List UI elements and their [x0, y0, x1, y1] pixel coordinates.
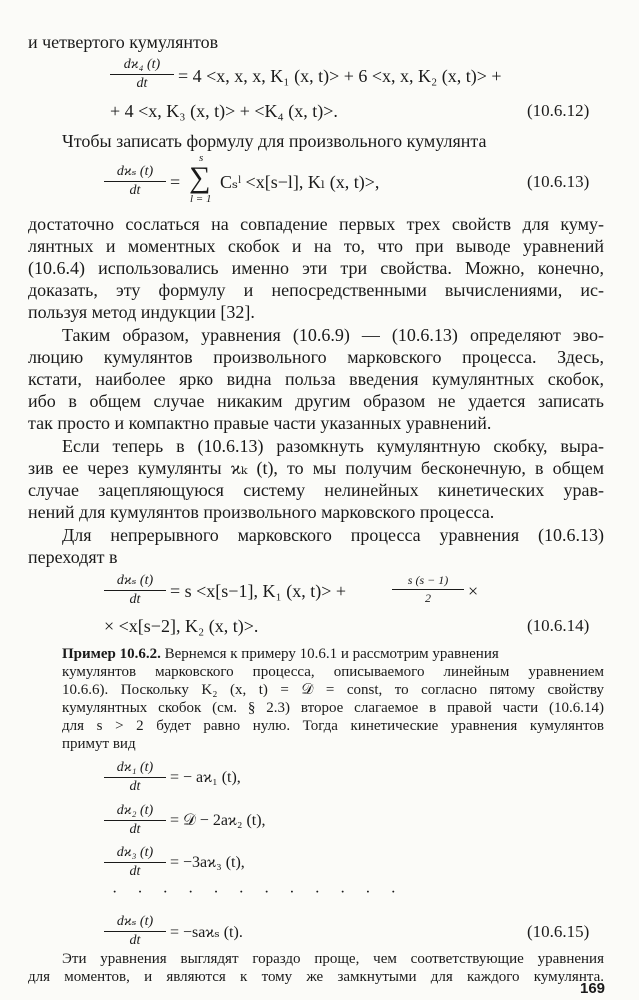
system-ellipsis: · · · · · · · · · · · · — [112, 884, 404, 901]
para2-line: так просто и компактно правые части указанных уравнений. — [28, 413, 492, 433]
example-label: Пример 10.6.2. — [62, 646, 161, 662]
example-line: примут вид — [62, 736, 136, 752]
example-line: Вернемся к примеру 10.6.1 и рассмотрим уравнения — [164, 646, 499, 662]
para1-line: (10.6.4) использовались именно эти три свойства. Можно, конечно, — [28, 258, 604, 278]
eq14-coef-denominator: 2 — [425, 591, 431, 605]
system-eq3-numerator: dϰ₃ (t) — [104, 845, 166, 863]
example-first-line — [62, 645, 604, 663]
para4-line: Для непрерывного марковского процесса уравнения (10.6.13) — [62, 525, 604, 545]
eq13-derivative — [104, 163, 166, 199]
system-eq4-numerator: dϰₛ (t) — [104, 913, 166, 932]
para2-line: люцию кумулянтов произвольного марковского процесса. Здесь, — [28, 347, 604, 367]
eq12-rhs-line2: + 4 <x, K₃ (x, t)> + <K₄ (x, t)>. — [110, 101, 338, 121]
example-line: кумулянтов марковского процесса, описываемого линейным уравнением — [62, 664, 604, 680]
para3-line: Если теперь в (10.6.13) разомкнуть кумулянтную скобку, выра- — [62, 436, 604, 456]
system-eq3-rhs: = −3aϰ₃ (t), — [170, 854, 245, 871]
para1-line: пользуя метод индукции [32]. — [28, 302, 255, 322]
system-eq2-numerator: dϰ₂ (t) — [104, 803, 166, 821]
para-arbitrary-cumulant: Чтобы записать формулу для произвольного кумулянта — [62, 131, 487, 151]
para4-line: переходят в — [28, 547, 118, 567]
system-eq3-denominator: dt — [129, 864, 141, 879]
intro-line: и четвертого кумулянтов — [28, 32, 219, 52]
system-eq4-denominator: dt — [129, 933, 141, 948]
eq13-numerator: dϰₛ (t) — [104, 163, 166, 182]
system-eq1-derivative — [104, 760, 166, 795]
eq14-coefficient — [392, 573, 464, 606]
system-eq1-denominator: dt — [129, 779, 141, 794]
system-eq4-rhs: = −saϰₛ (t). — [170, 924, 243, 941]
para1-line: доказать, эту формулу и непосредственными вычислениями, ис- — [28, 280, 604, 300]
para2-line: кстати, наиболее ярко видна польза введения кумулянтных скобок, — [28, 369, 604, 389]
eq12-denominator: dt — [136, 76, 148, 91]
eq14-coef-numerator: s (s − 1) — [392, 573, 464, 590]
page-number: 169 — [580, 980, 606, 997]
eq13-sum-sign: ∑ — [189, 161, 211, 194]
eq14-denominator: dt — [129, 592, 141, 607]
para3-line: нений для кумулянтов произвольного марковского процесса. — [28, 502, 495, 522]
para1-line: лянтных и моментных скобок и на то, что при выводе уравнений — [28, 236, 604, 256]
eq14-number: (10.6.14) — [527, 616, 590, 635]
eq12-number: (10.6.12) — [527, 101, 590, 120]
system-eq3-derivative — [104, 845, 166, 880]
eq14-rhs-line2: × <x[s−2], K₂ (x, t)>. — [104, 616, 259, 636]
eq13-rhs: Cₛˡ <x[s−l], Kₗ (x, t)>, — [220, 172, 380, 192]
closing-line: Эти уравнения выглядят гораздо проще, чем соответствующие уравнения — [62, 951, 604, 967]
example-line: для s > 2 будет равно нулю. Тогда кинетические уравнения кумулянтов — [62, 718, 604, 734]
eq13-sum-lower: l = 1 — [190, 193, 212, 205]
eq13-equals: = — [170, 172, 181, 192]
system-eq2-denominator: dt — [129, 822, 141, 837]
eq12-derivative — [110, 57, 174, 92]
eq12-numerator: dϰ₄ (t) — [110, 57, 174, 75]
eq13-denominator: dt — [129, 183, 141, 198]
para2-line: Таким образом, уравнения (10.6.9) — (10.6.13) определяют эво- — [62, 325, 604, 345]
para1-line: достаточно сослаться на совпадение первых трех свойств для куму- — [28, 214, 604, 234]
system-eq4-derivative — [104, 913, 166, 949]
system-eq1-numerator: dϰ₁ (t) — [104, 760, 166, 778]
eq14-times: × — [468, 581, 479, 601]
closing-line: для моментов, и являются к тому же замкнутыми для каждого кумулянта. — [28, 969, 604, 985]
para3-line: зив ее через кумулянты ϰₖ (t), то мы получим бесконечную, в общем — [28, 458, 604, 478]
system-eq1-rhs: = − aϰ₁ (t), — [170, 769, 241, 786]
system-eq2-rhs: = 𝒟 − 2aϰ₂ (t), — [170, 812, 266, 829]
eq15-number: (10.6.15) — [527, 922, 590, 941]
eq12-rhs-line1: = 4 <x, x, x, K₁ (x, t)> + 6 <x, x, K₂ (x, t)> + — [178, 66, 502, 86]
example-line: кумулянтных скобок (см. § 2.3) второе слагаемое в правой части (10.6.14) — [62, 700, 604, 716]
eq13-sum-upper: s — [199, 152, 204, 164]
eq14-derivative — [104, 572, 166, 608]
eq14-numerator: dϰₛ (t) — [104, 572, 166, 591]
system-eq2-derivative — [104, 803, 166, 838]
para2-line: ибо в общем случае никаким другим образом не удается записать — [28, 391, 604, 411]
eq14-rhs-part1: = s <x[s−1], K₁ (x, t)> + — [170, 581, 347, 601]
example-line: 10.6.6). Поскольку K₂ (x, t) = 𝒟 = const, то согласно пятому свойству — [62, 682, 604, 698]
para3-line: случае зацепляющуюся систему нелинейных кинетических урав- — [28, 480, 604, 500]
eq13-number: (10.6.13) — [527, 172, 590, 191]
